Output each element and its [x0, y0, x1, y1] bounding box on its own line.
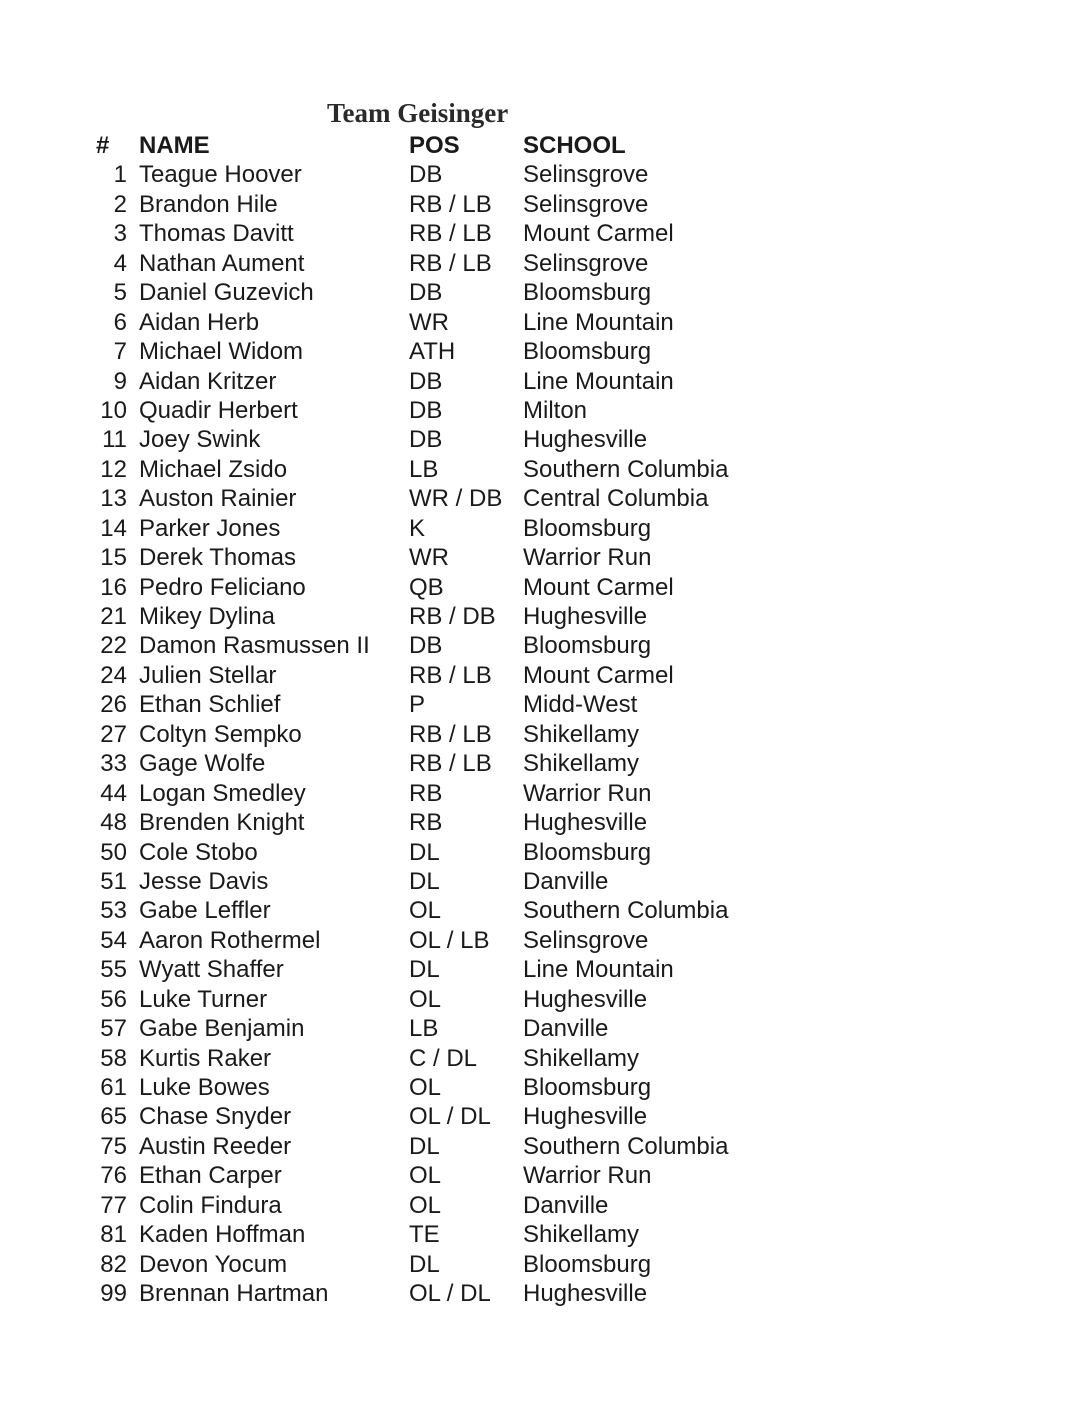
player-name: Brennan Hartman — [139, 1280, 329, 1308]
player-position: DB — [409, 632, 443, 660]
player-position: DL — [409, 867, 440, 895]
table-row — [0, 308, 1088, 337]
table-row — [0, 867, 1088, 896]
player-number: 9 — [113, 367, 127, 395]
player-name: Austin Reeder — [139, 1132, 292, 1160]
table-row — [0, 631, 1088, 660]
player-name: Kaden Hoffman — [139, 1221, 306, 1249]
player-number: 27 — [100, 720, 127, 748]
player-number: 81 — [100, 1221, 127, 1249]
player-name: Ethan Carper — [139, 1162, 282, 1190]
player-school: Line Mountain — [523, 956, 674, 984]
player-position: RB — [409, 779, 443, 807]
table-row — [0, 514, 1088, 543]
player-position: RB / LB — [409, 661, 492, 689]
player-school: Shikellamy — [523, 1221, 640, 1249]
table-row — [0, 720, 1088, 749]
player-position: C / DL — [409, 1044, 478, 1072]
table-row — [0, 926, 1088, 955]
player-name: Joey Swink — [139, 426, 261, 454]
table-row — [0, 749, 1088, 778]
table-row — [0, 1161, 1088, 1190]
player-name: Aaron Rothermel — [139, 926, 321, 954]
player-name: Brenden Knight — [139, 809, 305, 837]
player-number: 50 — [100, 838, 127, 866]
player-position: DB — [409, 279, 443, 307]
player-school: Milton — [523, 396, 588, 424]
player-position: RB / LB — [409, 720, 492, 748]
player-number: 1 — [113, 161, 127, 189]
player-number: 13 — [100, 485, 127, 513]
player-position: WR / DB — [409, 485, 503, 513]
table-row — [0, 249, 1088, 278]
player-number: 99 — [100, 1280, 127, 1308]
player-position: ATH — [409, 338, 456, 366]
player-number: 51 — [100, 867, 127, 895]
player-position: RB / LB — [409, 190, 492, 218]
player-school: Mount Carmel — [523, 573, 674, 601]
player-name: Gabe Leffler — [139, 897, 271, 925]
player-name: Aidan Herb — [139, 308, 260, 336]
player-number: 15 — [100, 544, 127, 572]
player-position: DB — [409, 426, 443, 454]
player-number: 55 — [100, 956, 127, 984]
player-school: Hughesville — [523, 1280, 648, 1308]
table-row — [0, 955, 1088, 984]
player-school: Bloomsburg — [523, 1074, 652, 1101]
player-school: Hughesville — [523, 809, 648, 837]
table-row — [0, 838, 1088, 867]
player-name: Luke Bowes — [139, 1074, 270, 1101]
player-position: DB — [409, 396, 443, 424]
player-position: OL — [409, 1074, 442, 1101]
player-position: LB — [409, 1015, 439, 1043]
player-name: Colin Findura — [139, 1191, 282, 1219]
table-row — [0, 1132, 1088, 1161]
player-position: WR — [409, 544, 449, 572]
player-school: Southern Columbia — [523, 897, 729, 925]
player-number: 24 — [100, 661, 127, 689]
table-row — [0, 690, 1088, 719]
table-row — [0, 190, 1088, 219]
player-position: DL — [409, 838, 440, 866]
player-number: 53 — [100, 897, 127, 925]
table-row — [0, 779, 1088, 808]
player-school: Hughesville — [523, 985, 648, 1013]
player-name: Aidan Kritzer — [139, 367, 277, 395]
player-school: Warrior Run — [523, 544, 652, 572]
header-school: SCHOOL — [523, 132, 626, 159]
player-school: Mount Carmel — [523, 220, 674, 248]
player-position: TE — [409, 1221, 440, 1249]
player-name: Parker Jones — [139, 514, 281, 542]
player-school: Bloomsburg — [523, 838, 652, 866]
player-number: 26 — [100, 691, 127, 719]
player-position: OL — [409, 897, 442, 925]
table-row — [0, 455, 1088, 484]
player-name: Chase Snyder — [139, 1103, 292, 1131]
player-school: Central Columbia — [523, 485, 709, 513]
player-name: Ethan Schlief — [139, 691, 281, 719]
player-number: 65 — [100, 1103, 127, 1131]
player-name: Brandon Hile — [139, 190, 278, 218]
player-name: Auston Rainier — [139, 485, 297, 513]
player-name: Gabe Benjamin — [139, 1015, 305, 1043]
player-position: QB — [409, 573, 444, 601]
table-row — [0, 1044, 1088, 1073]
player-school: Danville — [523, 867, 609, 895]
player-school: Danville — [523, 1191, 609, 1219]
player-position: RB / DB — [409, 603, 496, 630]
player-position: OL — [409, 1162, 442, 1190]
player-position: RB / LB — [409, 249, 492, 277]
table-row — [0, 278, 1088, 307]
player-school: Southern Columbia — [523, 455, 729, 483]
roster-table — [0, 131, 1088, 1309]
player-number: 48 — [100, 809, 127, 837]
table-row — [0, 337, 1088, 366]
player-number: 16 — [100, 573, 127, 601]
player-position: OL / LB — [409, 926, 490, 954]
player-number: 2 — [113, 190, 127, 218]
player-name: Coltyn Sempko — [139, 720, 302, 748]
table-row — [0, 1014, 1088, 1043]
player-name: Julien Stellar — [139, 661, 277, 689]
table-row — [0, 1279, 1088, 1308]
player-position: OL / DL — [409, 1280, 491, 1308]
player-name: Quadir Herbert — [139, 396, 298, 424]
roster-header-row — [0, 131, 1088, 160]
player-position: DB — [409, 367, 443, 395]
player-number: 21 — [100, 603, 127, 630]
player-number: 58 — [100, 1044, 127, 1072]
player-number: 44 — [100, 779, 127, 807]
table-row — [0, 543, 1088, 572]
player-name: Michael Zsido — [139, 455, 288, 483]
player-school: Bloomsburg — [523, 279, 652, 307]
player-name: Pedro Feliciano — [139, 573, 306, 601]
player-name: Thomas Davitt — [139, 220, 294, 248]
player-position: LB — [409, 455, 439, 483]
player-school: Shikellamy — [523, 750, 640, 778]
player-position: OL — [409, 1191, 442, 1219]
player-position: DL — [409, 1250, 440, 1278]
table-row — [0, 661, 1088, 690]
player-name: Devon Yocum — [139, 1250, 288, 1278]
roster-body — [0, 160, 1088, 1308]
table-row — [0, 1102, 1088, 1131]
player-position: DL — [409, 956, 440, 984]
table-row — [0, 602, 1088, 631]
player-school: Bloomsburg — [523, 632, 652, 660]
player-name: Daniel Guzevich — [139, 279, 314, 307]
player-school: Hughesville — [523, 603, 648, 630]
player-position: DB — [409, 161, 443, 189]
table-row — [0, 219, 1088, 248]
player-name: Mikey Dylina — [139, 603, 276, 630]
player-position: DL — [409, 1132, 440, 1160]
player-name: Kurtis Raker — [139, 1044, 272, 1072]
table-row — [0, 484, 1088, 513]
table-row — [0, 573, 1088, 602]
player-number: 56 — [100, 985, 127, 1013]
player-school: Line Mountain — [523, 367, 674, 395]
player-school: Warrior Run — [523, 1162, 652, 1190]
page-title: Team Geisinger — [327, 98, 509, 128]
player-school: Bloomsburg — [523, 338, 652, 366]
player-school: Selinsgrove — [523, 926, 649, 954]
player-school: Selinsgrove — [523, 249, 649, 277]
table-row — [0, 808, 1088, 837]
player-name: Gage Wolfe — [139, 750, 266, 778]
player-number: 75 — [100, 1132, 127, 1160]
header-number: # — [96, 132, 110, 159]
player-name: Michael Widom — [139, 338, 304, 366]
player-name: Derek Thomas — [139, 544, 296, 572]
player-school: Hughesville — [523, 426, 648, 454]
header-name: NAME — [139, 132, 210, 159]
player-school: Bloomsburg — [523, 514, 652, 542]
player-number: 33 — [100, 750, 127, 778]
table-row — [0, 1250, 1088, 1279]
player-school: Midd-West — [523, 691, 638, 719]
player-number: 76 — [100, 1162, 127, 1190]
table-row — [0, 1220, 1088, 1249]
player-number: 7 — [113, 338, 127, 366]
player-name: Teague Hoover — [139, 161, 302, 189]
player-number: 5 — [113, 279, 127, 307]
player-number: 77 — [100, 1191, 127, 1219]
player-name: Jesse Davis — [139, 867, 269, 895]
player-name: Damon Rasmussen II — [139, 632, 370, 660]
player-school: Selinsgrove — [523, 161, 649, 189]
player-position: P — [409, 691, 426, 719]
player-name: Luke Turner — [139, 985, 268, 1013]
table-row — [0, 160, 1088, 189]
table-row — [0, 896, 1088, 925]
player-number: 6 — [113, 308, 127, 336]
player-number: 61 — [100, 1074, 127, 1101]
player-position: RB — [409, 809, 443, 837]
player-name: Cole Stobo — [139, 838, 258, 866]
player-number: 57 — [100, 1015, 127, 1043]
player-school: Shikellamy — [523, 1044, 640, 1072]
table-row — [0, 425, 1088, 454]
player-school: Hughesville — [523, 1103, 648, 1131]
table-row — [0, 1073, 1088, 1102]
player-school: Danville — [523, 1015, 609, 1043]
player-number: 14 — [100, 514, 127, 542]
player-school: Bloomsburg — [523, 1250, 652, 1278]
table-row — [0, 985, 1088, 1014]
player-position: RB / LB — [409, 220, 492, 248]
player-number: 11 — [102, 426, 127, 454]
player-name: Nathan Aument — [139, 249, 305, 277]
player-number: 10 — [100, 396, 127, 424]
player-position: OL / DL — [409, 1103, 491, 1131]
player-school: Southern Columbia — [523, 1132, 729, 1160]
player-position: OL — [409, 985, 442, 1013]
table-row — [0, 1191, 1088, 1220]
player-school: Shikellamy — [523, 720, 640, 748]
player-position: K — [409, 514, 426, 542]
player-name: Logan Smedley — [139, 779, 306, 807]
player-school: Selinsgrove — [523, 190, 649, 218]
player-number: 3 — [113, 220, 127, 248]
header-position: POS — [409, 132, 460, 159]
player-name: Wyatt Shaffer — [139, 956, 284, 984]
table-row — [0, 396, 1088, 425]
player-school: Mount Carmel — [523, 661, 674, 689]
player-school: Warrior Run — [523, 779, 652, 807]
player-number: 4 — [113, 249, 127, 277]
player-position: RB / LB — [409, 750, 492, 778]
player-number: 22 — [100, 632, 127, 660]
player-number: 54 — [100, 926, 127, 954]
player-number: 82 — [100, 1250, 127, 1278]
player-position: WR — [409, 308, 449, 336]
player-number: 12 — [100, 455, 127, 483]
player-school: Line Mountain — [523, 308, 674, 336]
table-row — [0, 367, 1088, 396]
